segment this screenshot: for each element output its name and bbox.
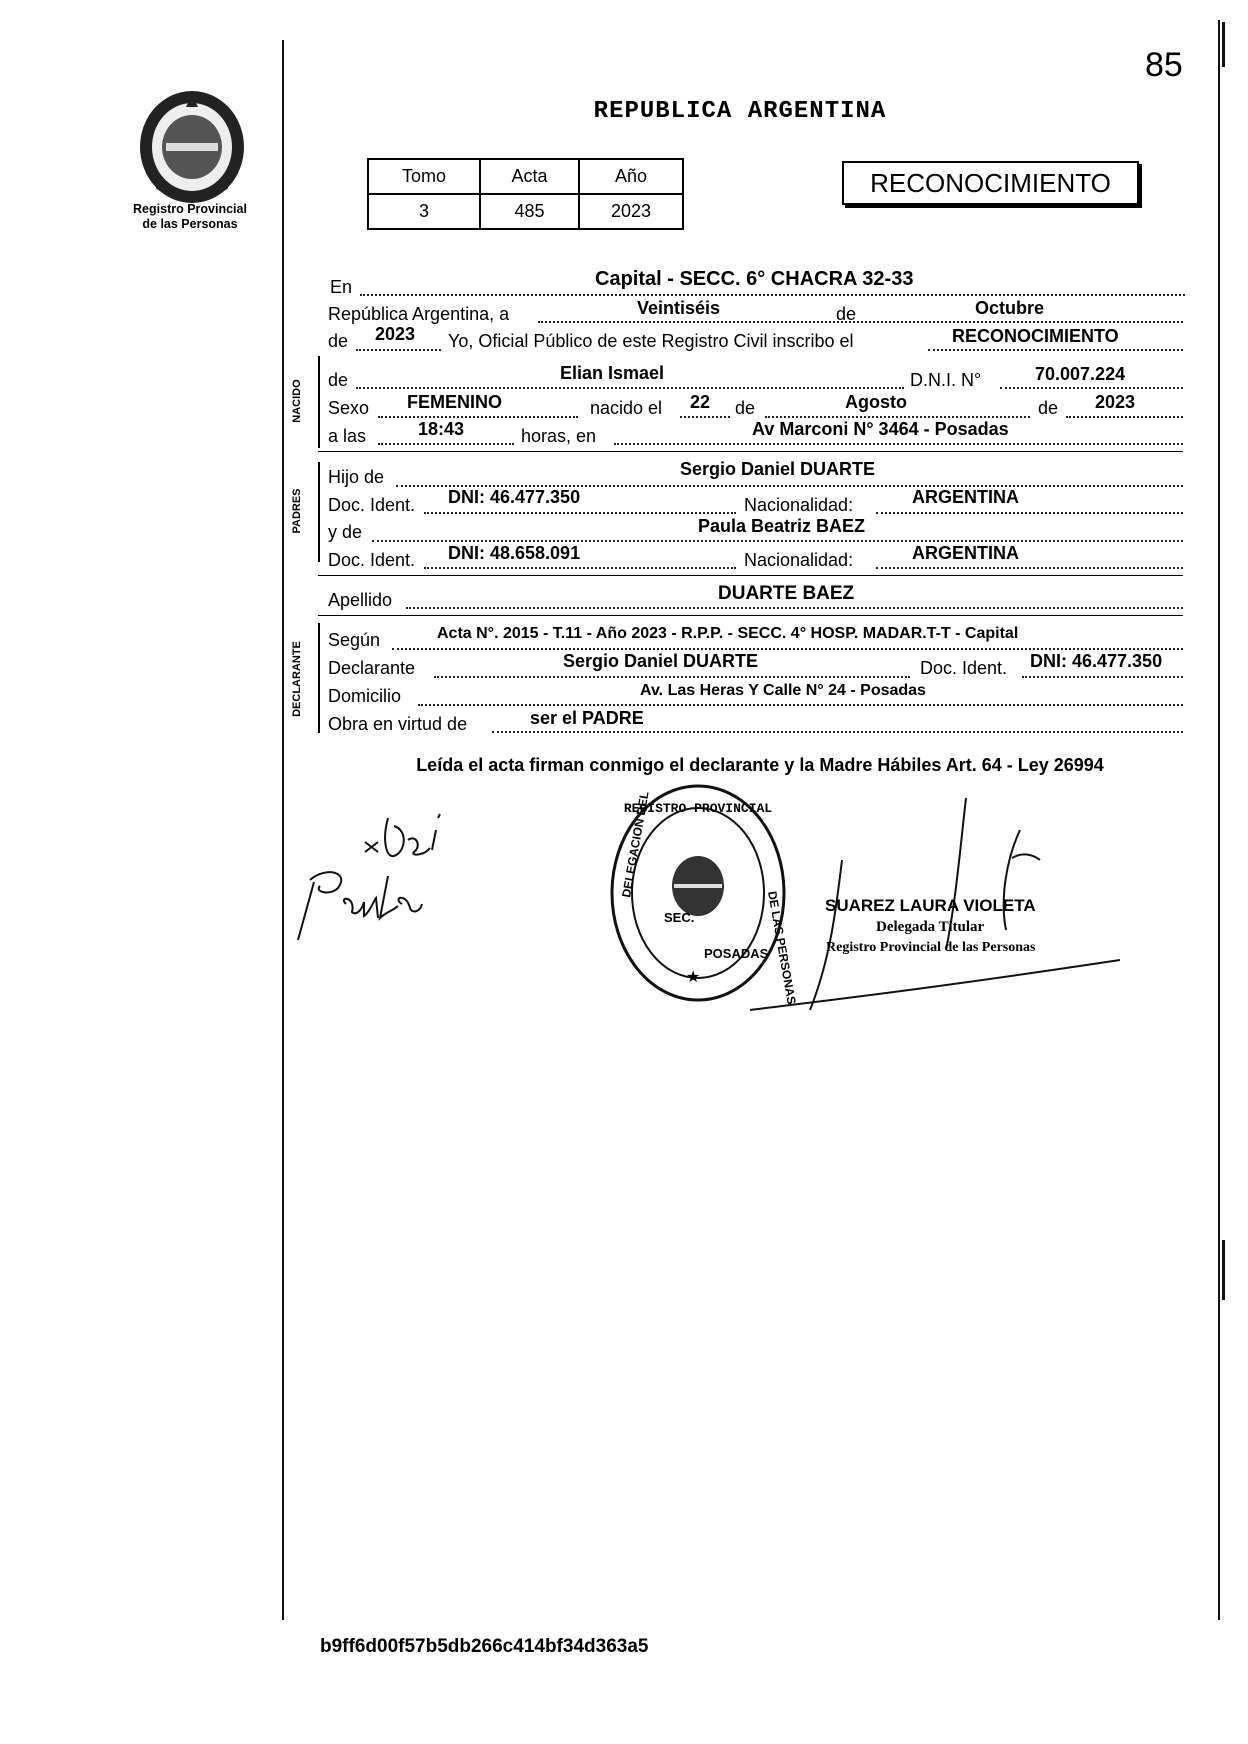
dotted-line: [434, 676, 910, 678]
doc-label: Doc. Ident.: [328, 495, 416, 515]
register-header-cell: Acta: [480, 159, 579, 194]
father-nationality: ARGENTINA: [912, 487, 1019, 507]
act-name: RECONOCIMIENTO: [952, 326, 1119, 346]
de-label: de: [328, 331, 349, 351]
officer-role: Delegada Titular: [876, 919, 985, 935]
right-edge-mark: [1222, 22, 1225, 67]
side-label-nacido: NACIDO: [291, 379, 303, 423]
officer-statement: Yo, Oficial Público de este Registro Civil inscribo el: [448, 331, 854, 351]
birth-place: Av Marconi N° 3464 - Posadas: [752, 419, 1009, 439]
registration-month: Octubre: [975, 298, 1045, 318]
dotted-line: [492, 731, 1183, 733]
dotted-line: [928, 349, 1183, 351]
svg-text:SEC.: SEC.: [664, 910, 695, 925]
en-label: En: [330, 277, 353, 297]
doc-label: Doc. Ident.: [328, 550, 416, 570]
register-value-row: [368, 194, 683, 229]
registration-place: Capital - SECC. 6° CHACRA 32-33: [595, 268, 914, 290]
declarant-doc: DNI: 46.477.350: [1030, 651, 1163, 671]
left-margin-line: [282, 40, 284, 1620]
register-value-cell: 3: [368, 194, 480, 229]
declarant-signature: [290, 800, 480, 950]
doc-label: Doc. Ident.: [920, 658, 1008, 678]
dotted-line: [424, 567, 736, 569]
register-table: [367, 158, 684, 230]
de-label: de: [1038, 398, 1059, 418]
horas-label: horas, en: [521, 426, 597, 446]
birth-time: 18:43: [418, 419, 465, 439]
declarant-relation: ser el PADRE: [530, 708, 644, 728]
svg-text:REGISTRO PROVINCIAL: REGISTRO PROVINCIAL: [623, 801, 773, 816]
apellido-label: Apellido: [328, 590, 393, 610]
birth-day: 22: [690, 392, 711, 412]
dotted-line: [1066, 416, 1183, 418]
svg-text:DELEGACION DEL: DELEGACION DEL: [619, 790, 652, 899]
page-number: 85: [1145, 46, 1183, 84]
dotted-line: [614, 443, 1183, 445]
dni-label: D.N.I. N°: [910, 370, 982, 390]
hijo-label: Hijo de: [328, 467, 385, 487]
dotted-line: [372, 540, 1183, 542]
nacido-label: nacido el: [590, 398, 663, 418]
domicilio-label: Domicilio: [328, 686, 402, 706]
section-divider: [318, 575, 1183, 576]
register-header-cell: Tomo: [368, 159, 480, 194]
document-hash: b9ff6d00f57b5db266c414bf34d363a5: [320, 1636, 649, 1657]
republica-label: República Argentina, a: [328, 304, 510, 324]
father-doc: DNI: 46.477.350: [448, 487, 581, 507]
dotted-line: [378, 443, 514, 445]
dotted-line: [378, 416, 578, 418]
sexo-label: Sexo: [328, 398, 370, 418]
dotted-line: [765, 416, 1030, 418]
officer-name: SUAREZ LAURA VIOLETA: [825, 896, 1036, 915]
birth-year: 2023: [1095, 392, 1136, 412]
child-name: Elian Ismael: [560, 363, 665, 383]
registration-day: Veintiséis: [637, 298, 721, 318]
declarant-name: Sergio Daniel DUARTE: [563, 651, 759, 671]
mother-doc: DNI: 48.658.091: [448, 543, 581, 563]
provincial-coat-of-arms-icon: [128, 85, 256, 217]
dotted-line: [356, 349, 441, 351]
right-margin-line: [1218, 20, 1220, 1620]
dotted-line: [1022, 676, 1183, 678]
section-divider: [318, 615, 1183, 616]
nationality-label: Nacionalidad:: [744, 495, 854, 515]
register-value-cell: 2023: [579, 194, 683, 229]
svg-text:★: ★: [686, 969, 701, 986]
surname: DUARTE BAEZ: [718, 583, 855, 604]
register-header-row: [368, 159, 683, 194]
registry-label: Registro Provincial de las Personas: [133, 202, 247, 231]
section-divider: [318, 451, 1183, 452]
a-las-label: a las: [328, 426, 367, 446]
dotted-line: [876, 512, 1183, 514]
dotted-line: [1000, 387, 1183, 389]
dotted-line: [680, 416, 730, 418]
registration-year: 2023: [375, 324, 416, 344]
dotted-line: [424, 512, 736, 514]
declarante-label: Declarante: [328, 658, 416, 678]
register-header-cell: Año: [579, 159, 683, 194]
declarant-address: Av. Las Heras Y Calle N° 24 - Posadas: [640, 682, 926, 699]
child-sex: FEMENINO: [407, 392, 503, 412]
y-de-label: y de: [328, 522, 363, 542]
dotted-line: [360, 294, 1185, 296]
dotted-line: [418, 704, 1183, 706]
mother-name: Paula Beatriz BAEZ: [698, 516, 866, 536]
document-title: REPUBLICA ARGENTINA: [593, 98, 887, 125]
de-label: de: [836, 304, 857, 324]
officer-office: Registro Provincial de las Personas: [826, 940, 1036, 955]
dotted-line: [392, 648, 1183, 650]
register-value-cell: 485: [480, 194, 579, 229]
de-label: de: [328, 370, 349, 390]
act-type-box: RECONOCIMIENTO: [842, 161, 1139, 205]
child-dni: 70.007.224: [1035, 364, 1126, 384]
dotted-line: [406, 607, 1183, 609]
svg-text:DE LAS PERSONAS: DE LAS PERSONAS: [765, 890, 799, 1006]
birth-month: Agosto: [845, 392, 907, 412]
dotted-line: [876, 567, 1183, 569]
nationality-label: Nacionalidad:: [744, 550, 854, 570]
side-label-declarante: DECLARANTE: [291, 641, 303, 717]
closing-statement: Leída el acta firman conmigo el declarante y la Madre Hábiles Art. 64 - Ley 26994: [416, 755, 1104, 775]
side-label-padres: PADRES: [291, 488, 303, 534]
father-name: Sergio Daniel DUARTE: [680, 459, 876, 479]
segun-label: Según: [328, 630, 381, 650]
dotted-line: [356, 387, 904, 389]
dotted-line: [538, 321, 1183, 323]
right-edge-mark: [1222, 1240, 1225, 1300]
obra-label: Obra en virtud de: [328, 714, 468, 734]
mother-nationality: ARGENTINA: [912, 543, 1019, 563]
reference-act: Acta N°. 2015 - T.11 - Año 2023 - R.P.P. - SECC. 4° HOSP. MADAR.T-T - Capital: [437, 625, 1019, 642]
svg-text:POSADAS: POSADAS: [704, 946, 769, 961]
de-label: de: [735, 398, 756, 418]
